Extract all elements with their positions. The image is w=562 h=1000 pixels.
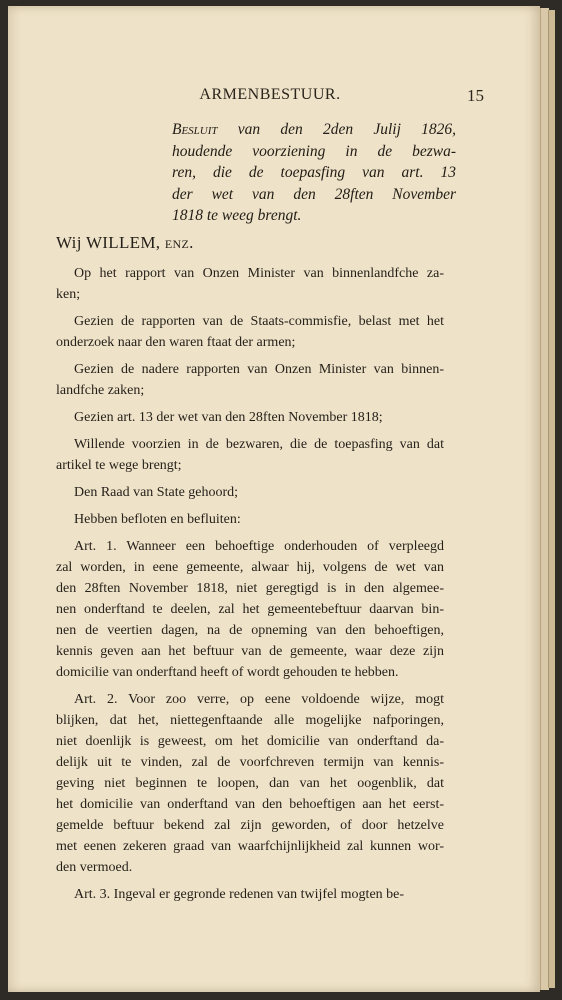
- body-text: [56, 232, 444, 911]
- text-line: Gezien de nadere rapporten van Onzen Minister van binnen-: [74, 362, 444, 377]
- text-line: Art. 1. Wanneer een behoeftige onderhouden of verpleegd: [74, 539, 444, 554]
- text-line: geving niet beginnen te loopen, dan van het oogenblik, dat: [56, 776, 444, 791]
- text-line: blijken, dat het, niettegenftaande alle mogelijke nafporingen,: [56, 713, 444, 728]
- decree-lead-word: Besluit: [172, 121, 218, 138]
- page-edge-back: [548, 10, 555, 988]
- decree-title-line: der wet van den 28ften November: [172, 185, 456, 203]
- paragraph: [56, 689, 444, 878]
- decree-title-line: 1818 te weeg brengt.: [172, 207, 302, 225]
- paragraph: [56, 536, 444, 683]
- text-line: gemelde beftuur bekend zal zijn geworden, of door hetzelve: [56, 818, 444, 833]
- text-line: delijk uit te vinden, zal de voorfchreven termijn van kennis-: [56, 755, 444, 770]
- text-line: den 28ften November 1818, niet geregtigd is in den algemee-: [56, 581, 444, 596]
- royal-name: Wij WILLEM,: [56, 233, 161, 252]
- text-line: niet doenlijk is geweest, om het domicilie van onderftand da-: [56, 734, 444, 749]
- text-line: Gezien art. 13 der wet van den 28ften November 1818;: [74, 410, 383, 425]
- text-line: nen onderftand te deelen, zal het gemeentebeftuur daarvan bin-: [56, 602, 444, 617]
- decree-title: [172, 119, 456, 227]
- paragraph: [56, 884, 444, 905]
- text-line: het domicilie van onderftand van den behoeftigen aan het eerst-: [56, 797, 444, 812]
- text-line: ken;: [56, 287, 81, 302]
- paragraph: [56, 407, 444, 428]
- paragraph: [56, 482, 444, 503]
- paragraph: [56, 434, 444, 476]
- text-line: Art. 3. Ingeval er gegronde redenen van twijfel mogten be-: [74, 887, 405, 902]
- text-line: Op het rapport van Onzen Minister van binnenlandfche za-: [74, 266, 444, 281]
- text-line: Hebben befloten en befluiten:: [74, 512, 241, 527]
- royal-suffix: enz.: [164, 233, 194, 252]
- running-head: ARMENBESTUUR.: [199, 86, 341, 103]
- page-header: [56, 86, 484, 110]
- paragraph: [56, 311, 444, 353]
- text-line: Art. 2. Voor zoo verre, op eene voldoende wijze, mogt: [74, 692, 444, 707]
- text-line: kennis geven aan het beftuur van de gemeente, waar deze zijn: [56, 644, 444, 659]
- page-number: 15: [467, 86, 484, 105]
- text-line: onderzoek naar den waren ftaat der armen;: [56, 335, 296, 350]
- paragraph: [56, 509, 444, 530]
- text-line: domicilie van onderftand heeft of wordt gehouden te hebben.: [56, 665, 399, 680]
- text-line: Den Raad van State gehoord;: [74, 485, 239, 500]
- decree-title-line: houdende voorziening in de bezwa-: [172, 142, 456, 160]
- text-line: met eenen zekeren graad van waarfchijnlijkheid zal kunnen wor-: [56, 839, 444, 854]
- text-line: landfche zaken;: [56, 383, 145, 398]
- paragraphs: [56, 263, 444, 905]
- royal-heading: [56, 232, 444, 253]
- paragraph: [56, 263, 444, 305]
- text-line: artikel te wege brengt;: [56, 458, 182, 473]
- decree-title-line: ren, die de toepasfing van art. 13: [172, 164, 456, 182]
- decree-title-line: Besluit van den 2den Julij 1826,: [172, 121, 456, 138]
- text-line: den vermoed.: [56, 860, 133, 875]
- text-line: Gezien de rapporten van de Staats-commisfie, belast met het: [74, 314, 444, 329]
- text-line: Willende voorzien in de bezwaren, die de toepasfing van dat: [74, 437, 444, 452]
- paragraph: [56, 359, 444, 401]
- text-line: zal worden, in eene gemeente, alwaar hij, volgens de wet van: [56, 560, 444, 575]
- text-line: nen de veertien dagen, na de opneming van den behoeftigen,: [56, 623, 444, 638]
